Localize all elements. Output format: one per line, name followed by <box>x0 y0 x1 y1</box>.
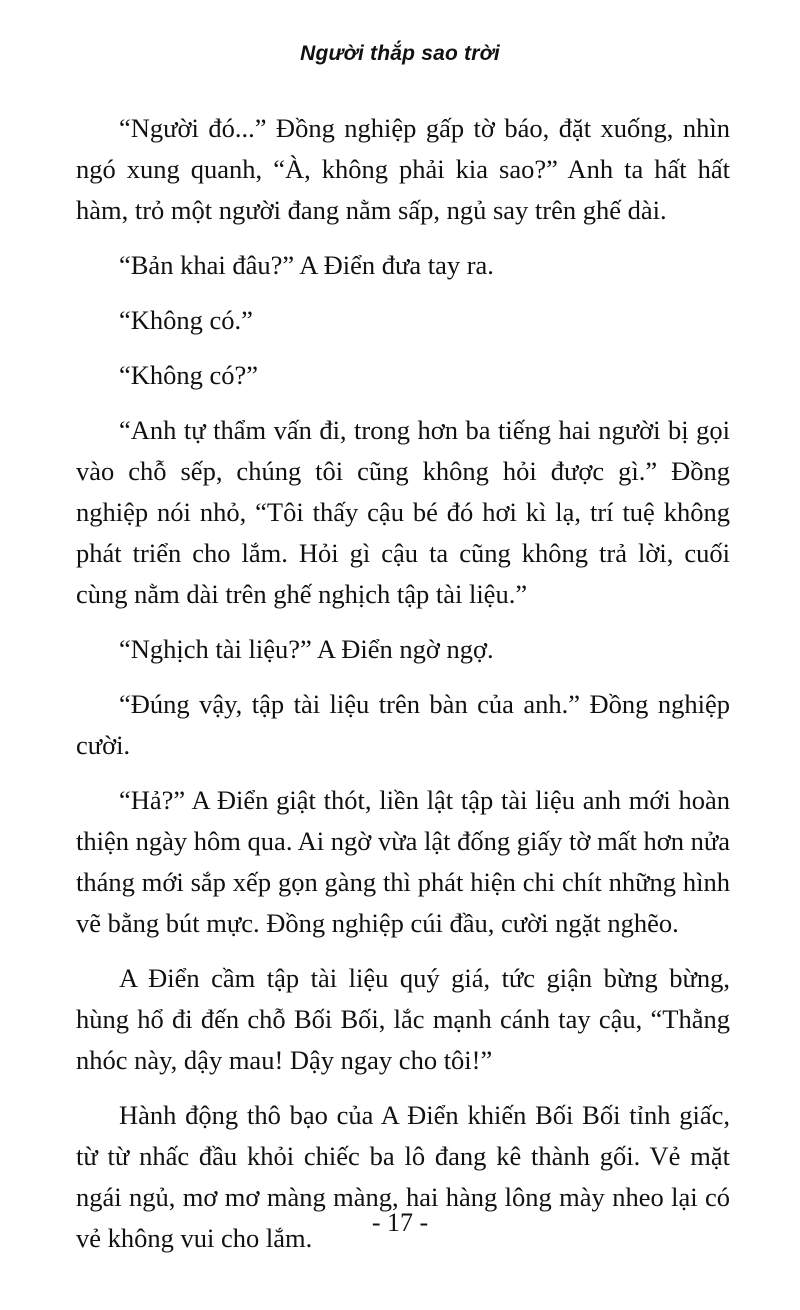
paragraph: “Hả?” A Điển giật thót, liền lật tập tài liệu anh mới hoàn thiện ngày hôm qua. Ai ngờ vừa lật đống giấy tờ mất hơn nửa tháng mới sắp xếp gọn gàng thì phát hiện chi chít những hình vẽ bằng bút mực. Đồng nghiệp cúi đầu, cười ngặt nghẽo. <box>76 785 730 938</box>
paragraph: “Người đó...” Đồng nghiệp gấp tờ báo, đặt xuống, nhìn ngó xung quanh, “À, không phải kia sao?” Anh ta hất hất hàm, trỏ một người đang nằm sấp, ngủ say trên ghế dài. <box>76 113 730 225</box>
running-header-title: Người thắp sao trời <box>300 42 500 65</box>
paragraph: “Nghịch tài liệu?” A Điển ngờ ngợ. <box>119 634 494 664</box>
paragraph: Hành động thô bạo của A Điển khiến Bối Bối tỉnh giấc, từ từ nhấc đầu khỏi chiếc ba lô đang kê thành gối. Vẻ mặt ngái ngủ, mơ mơ màng màng, hai hàng lông mày nheo lại có vẻ không vui cho lắm. <box>76 1100 730 1253</box>
paragraph: “Không có.” <box>119 305 253 335</box>
paragraph: “Không có?” <box>119 360 259 390</box>
paragraph: “Anh tự thẩm vấn đi, trong hơn ba tiếng hai người bị gọi vào chỗ sếp, chúng tôi cũng không hỏi được gì.” Đồng nghiệp nói nhỏ, “Tôi thấy cậu bé đó hơi kì lạ, trí tuệ không phát triển cho lắm. Hỏi gì cậu ta cũng không trả lời, cuối cùng nằm dài trên ghế nghịch tập tài liệu.” <box>76 415 730 609</box>
body-text <box>76 108 730 1273</box>
page-number: - 17 - <box>371 1208 429 1237</box>
paragraph: “Bản khai đâu?” A Điển đưa tay ra. <box>119 250 494 280</box>
paragraph: “Đúng vậy, tập tài liệu trên bàn của anh.” Đồng nghiệp cười. <box>76 689 730 760</box>
paragraph: A Điển cầm tập tài liệu quý giá, tức giận bừng bừng, hùng hổ đi đến chỗ Bối Bối, lắc mạnh cánh tay cậu, “Thằng nhóc này, dậy mau! Dậy ngay cho tôi!” <box>76 963 730 1075</box>
